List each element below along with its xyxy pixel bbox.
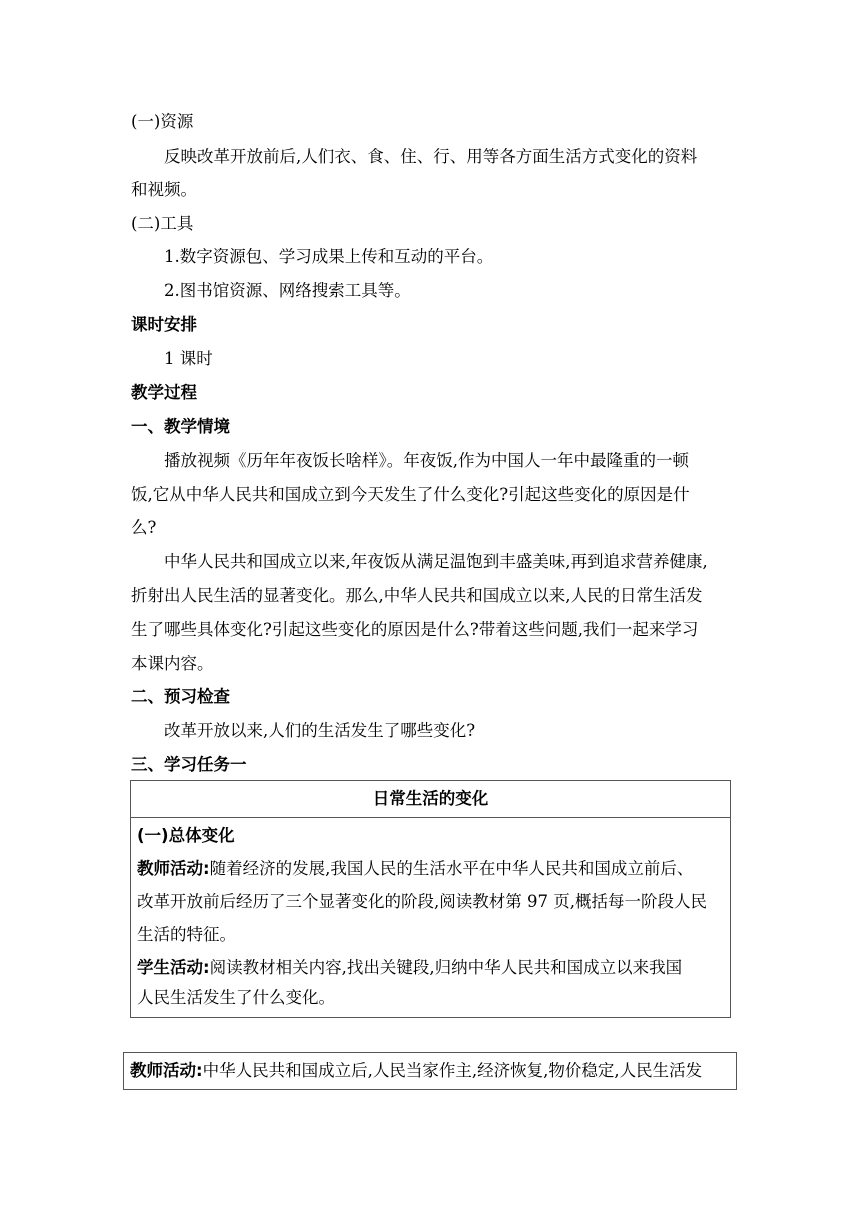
situation-paragraph-1-line-3: 么? (131, 518, 157, 537)
situation-heading: 一、教学情境 (131, 417, 230, 436)
resources-text-line-2: 和视频。 (131, 180, 197, 199)
task-heading: 三、学习任务一 (131, 755, 247, 774)
tools-heading: (二)工具 (131, 214, 194, 233)
tools-item-1: 1.数字资源包、学习成果上传和互动的平台。 (164, 247, 494, 266)
resources-heading: (一)资源 (131, 112, 194, 131)
situation-paragraph-2-line-1: 中华人民共和国成立以来,年夜饭从满足温饱到丰盛美味,再到追求营养健康, (164, 552, 708, 571)
schedule-heading: 课时安排 (131, 315, 197, 334)
preview-heading: 二、预习检查 (131, 687, 230, 706)
teacher-activity-line-2: 改革开放前后经历了三个显著变化的阶段,阅读教材第 97 页,概括每一阶段人民 (137, 892, 707, 911)
teacher-activity-box-line (130, 1060, 702, 1082)
situation-paragraph-2-line-3: 生了哪些具体变化?引起这些变化的原因是什么?带着这些问题,我们一起来学习 (131, 620, 699, 639)
situation-paragraph-2-line-2: 折射出人民生活的显著变化。那么,中华人民共和国成立以来,人民的日常生活发 (131, 586, 703, 605)
teacher-activity-box-text: 中华人民共和国成立后,人民当家作主,经济恢复,物价稳定,人民生活发 (202, 1061, 703, 1080)
student-activity-line-1 (137, 957, 682, 979)
situation-paragraph-1-line-2: 饭,它从中华人民共和国成立到今天发生了什么变化?引起这些变化的原因是什 (131, 485, 690, 504)
teacher-activity-text-1: 随着经济的发展,我国人民的生活水平在中华人民共和国成立前后、 (209, 859, 694, 878)
student-activity-text-1: 阅读教材相关内容,找出关键段,归纳中华人民共和国成立以来我国 (209, 958, 683, 977)
teacher-activity-line-3: 生活的特征。 (137, 925, 236, 944)
student-activity-label: 学生活动: (137, 958, 210, 977)
situation-paragraph-2-line-4: 本课内容。 (131, 654, 214, 673)
student-activity-line-2: 人民生活发生了什么变化。 (137, 988, 335, 1007)
teacher-activity-label: 教师活动: (137, 859, 210, 878)
situation-paragraph-1-line-1: 播放视频《历年年夜饭长啥样》。年夜饭,作为中国人一年中最隆重的一顿 (164, 451, 689, 470)
task-table-title: 日常生活的变化 (131, 781, 730, 818)
tools-item-2: 2.图书馆资源、网络搜索工具等。 (164, 281, 411, 300)
teacher-activity-box (123, 1052, 737, 1090)
task-subheading: (一)总体变化 (137, 826, 235, 845)
schedule-text: 1 课时 (164, 349, 213, 368)
teacher-activity-box-label: 教师活动: (130, 1061, 203, 1080)
process-heading: 教学过程 (131, 383, 197, 402)
preview-text: 改革开放以来,人们的生活发生了哪些变化? (164, 721, 476, 740)
resources-text-line-1: 反映改革开放前后,人们衣、食、住、行、用等各方面生活方式变化的资料 (164, 147, 698, 166)
teacher-activity-line-1 (137, 858, 693, 880)
task-table (130, 780, 731, 1018)
